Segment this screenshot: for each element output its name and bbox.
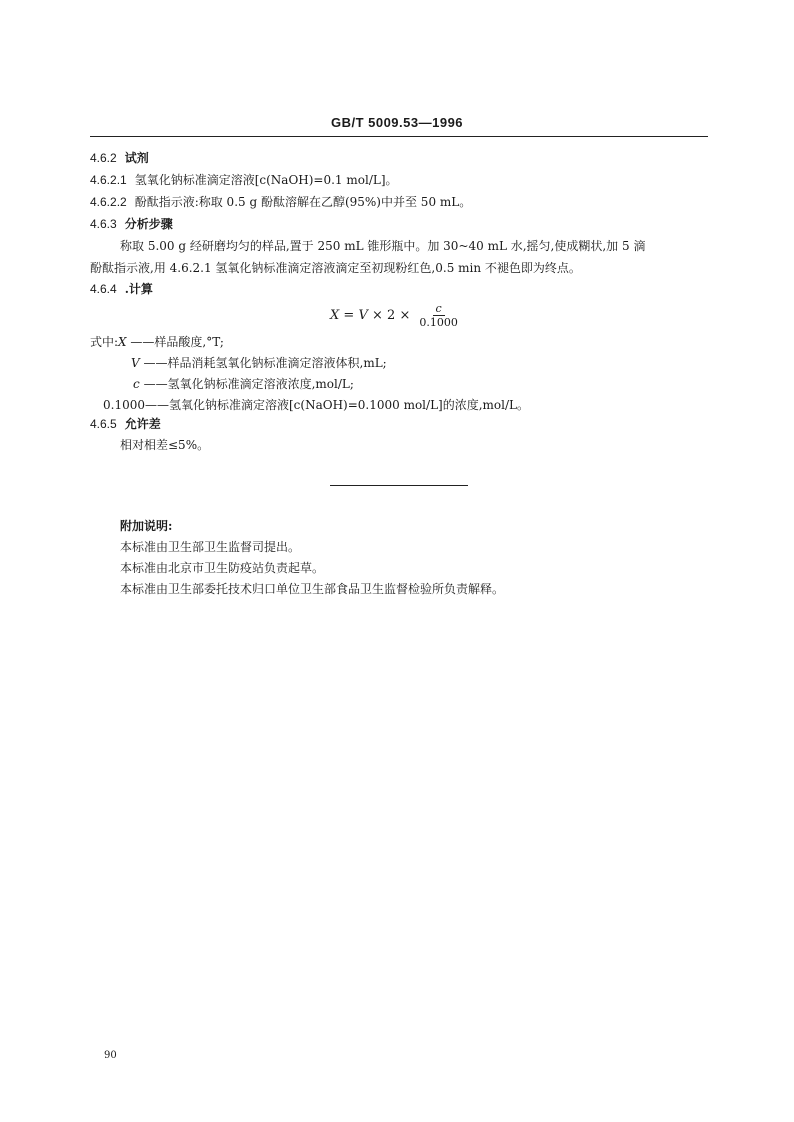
section-4-6-2 xyxy=(90,150,149,166)
formula-v: V xyxy=(358,307,368,323)
where-line-4 xyxy=(103,397,529,413)
where-dash: —— xyxy=(143,356,168,370)
where-dash: —— xyxy=(130,335,155,349)
header-rule xyxy=(90,136,708,137)
where-symbol: X xyxy=(118,335,127,349)
where-line-2 xyxy=(131,355,387,371)
where-desc: 样品消耗氢氧化钠标准滴定溶液体积,mL; xyxy=(167,356,387,370)
where-dash: —— xyxy=(143,377,168,391)
section-title: .计算 xyxy=(124,282,153,296)
where-symbol: 0.1000 xyxy=(103,398,145,412)
notes-line-2: 本标准由北京市卫生防疫站负责起草。 xyxy=(120,561,325,575)
where-line-1 xyxy=(90,334,224,350)
section-number: 4.6.2.2 xyxy=(90,195,127,209)
section-text: 氢氧化钠标准滴定溶液[c(NaOH)=0.1 mol/L]。 xyxy=(134,173,398,187)
section-4-6-2-2 xyxy=(90,194,471,210)
formula-lhs: X xyxy=(330,307,340,323)
fraction-numerator: c xyxy=(433,302,445,316)
section-4-6-2-1 xyxy=(90,172,398,188)
notes-title: 附加说明: xyxy=(120,519,173,533)
where-prefix: 式中: xyxy=(90,335,119,349)
section-4-6-5 xyxy=(90,416,161,432)
section-number: 4.6.4 xyxy=(90,282,117,296)
formula-times: × xyxy=(399,307,411,323)
section-number: 4.6.2 xyxy=(90,151,117,165)
formula-equals: = xyxy=(343,307,355,323)
section-number: 4.6.5 xyxy=(90,417,117,431)
procedure-paragraph-line-1: 称取 5.00 g 经研磨均匀的样品,置于 250 mL 锥形瓶中。加 30~40 mL 水,摇匀,使成糊状,加 5 滴 xyxy=(120,239,646,253)
formula-fraction xyxy=(416,302,461,329)
acidity-formula xyxy=(330,300,461,330)
section-title: 分析步骤 xyxy=(124,217,173,231)
section-number: 4.6.2.1 xyxy=(90,173,127,187)
formula-two: 2 xyxy=(387,307,396,323)
page-number: 90 xyxy=(104,1050,117,1061)
tolerance-text: 相对相差≤5%。 xyxy=(120,438,210,452)
where-symbol: c xyxy=(133,377,140,391)
end-separator-line xyxy=(330,485,468,486)
section-4-6-3 xyxy=(90,216,173,232)
where-symbol: V xyxy=(131,356,140,370)
section-number: 4.6.3 xyxy=(90,217,117,231)
section-text: 酚酞指示液:称取 0.5 g 酚酞溶解在乙醇(95%)中并至 50 mL。 xyxy=(134,195,472,209)
where-desc: 氢氧化钠标准滴定溶液[c(NaOH)=0.1000 mol/L]的浓度,mol/L。 xyxy=(169,398,529,412)
where-desc: 样品酸度,°T; xyxy=(154,335,224,349)
formula-times: × xyxy=(371,307,383,323)
notes-line-1: 本标准由卫生部卫生监督司提出。 xyxy=(120,540,301,554)
fraction-denominator: 0.1000 xyxy=(419,315,458,329)
where-dash: —— xyxy=(145,398,169,412)
procedure-paragraph-line-2: 酚酞指示液,用 4.6.2.1 氢氧化钠标准滴定溶液滴定至初现粉红色,0.5 min 不褪色即为终点。 xyxy=(90,261,581,275)
section-4-6-4 xyxy=(90,281,153,297)
where-desc: 氢氧化钠标准滴定溶液浓度,mol/L; xyxy=(167,377,354,391)
document-header: GB/T 5009.53—1996 xyxy=(330,115,464,130)
notes-line-3: 本标准由卫生部委托技术归口单位卫生部食品卫生监督检验所负责解释。 xyxy=(120,582,505,596)
section-title: 试剂 xyxy=(124,151,149,165)
section-title: 允许差 xyxy=(124,417,161,431)
where-line-3 xyxy=(133,376,354,392)
